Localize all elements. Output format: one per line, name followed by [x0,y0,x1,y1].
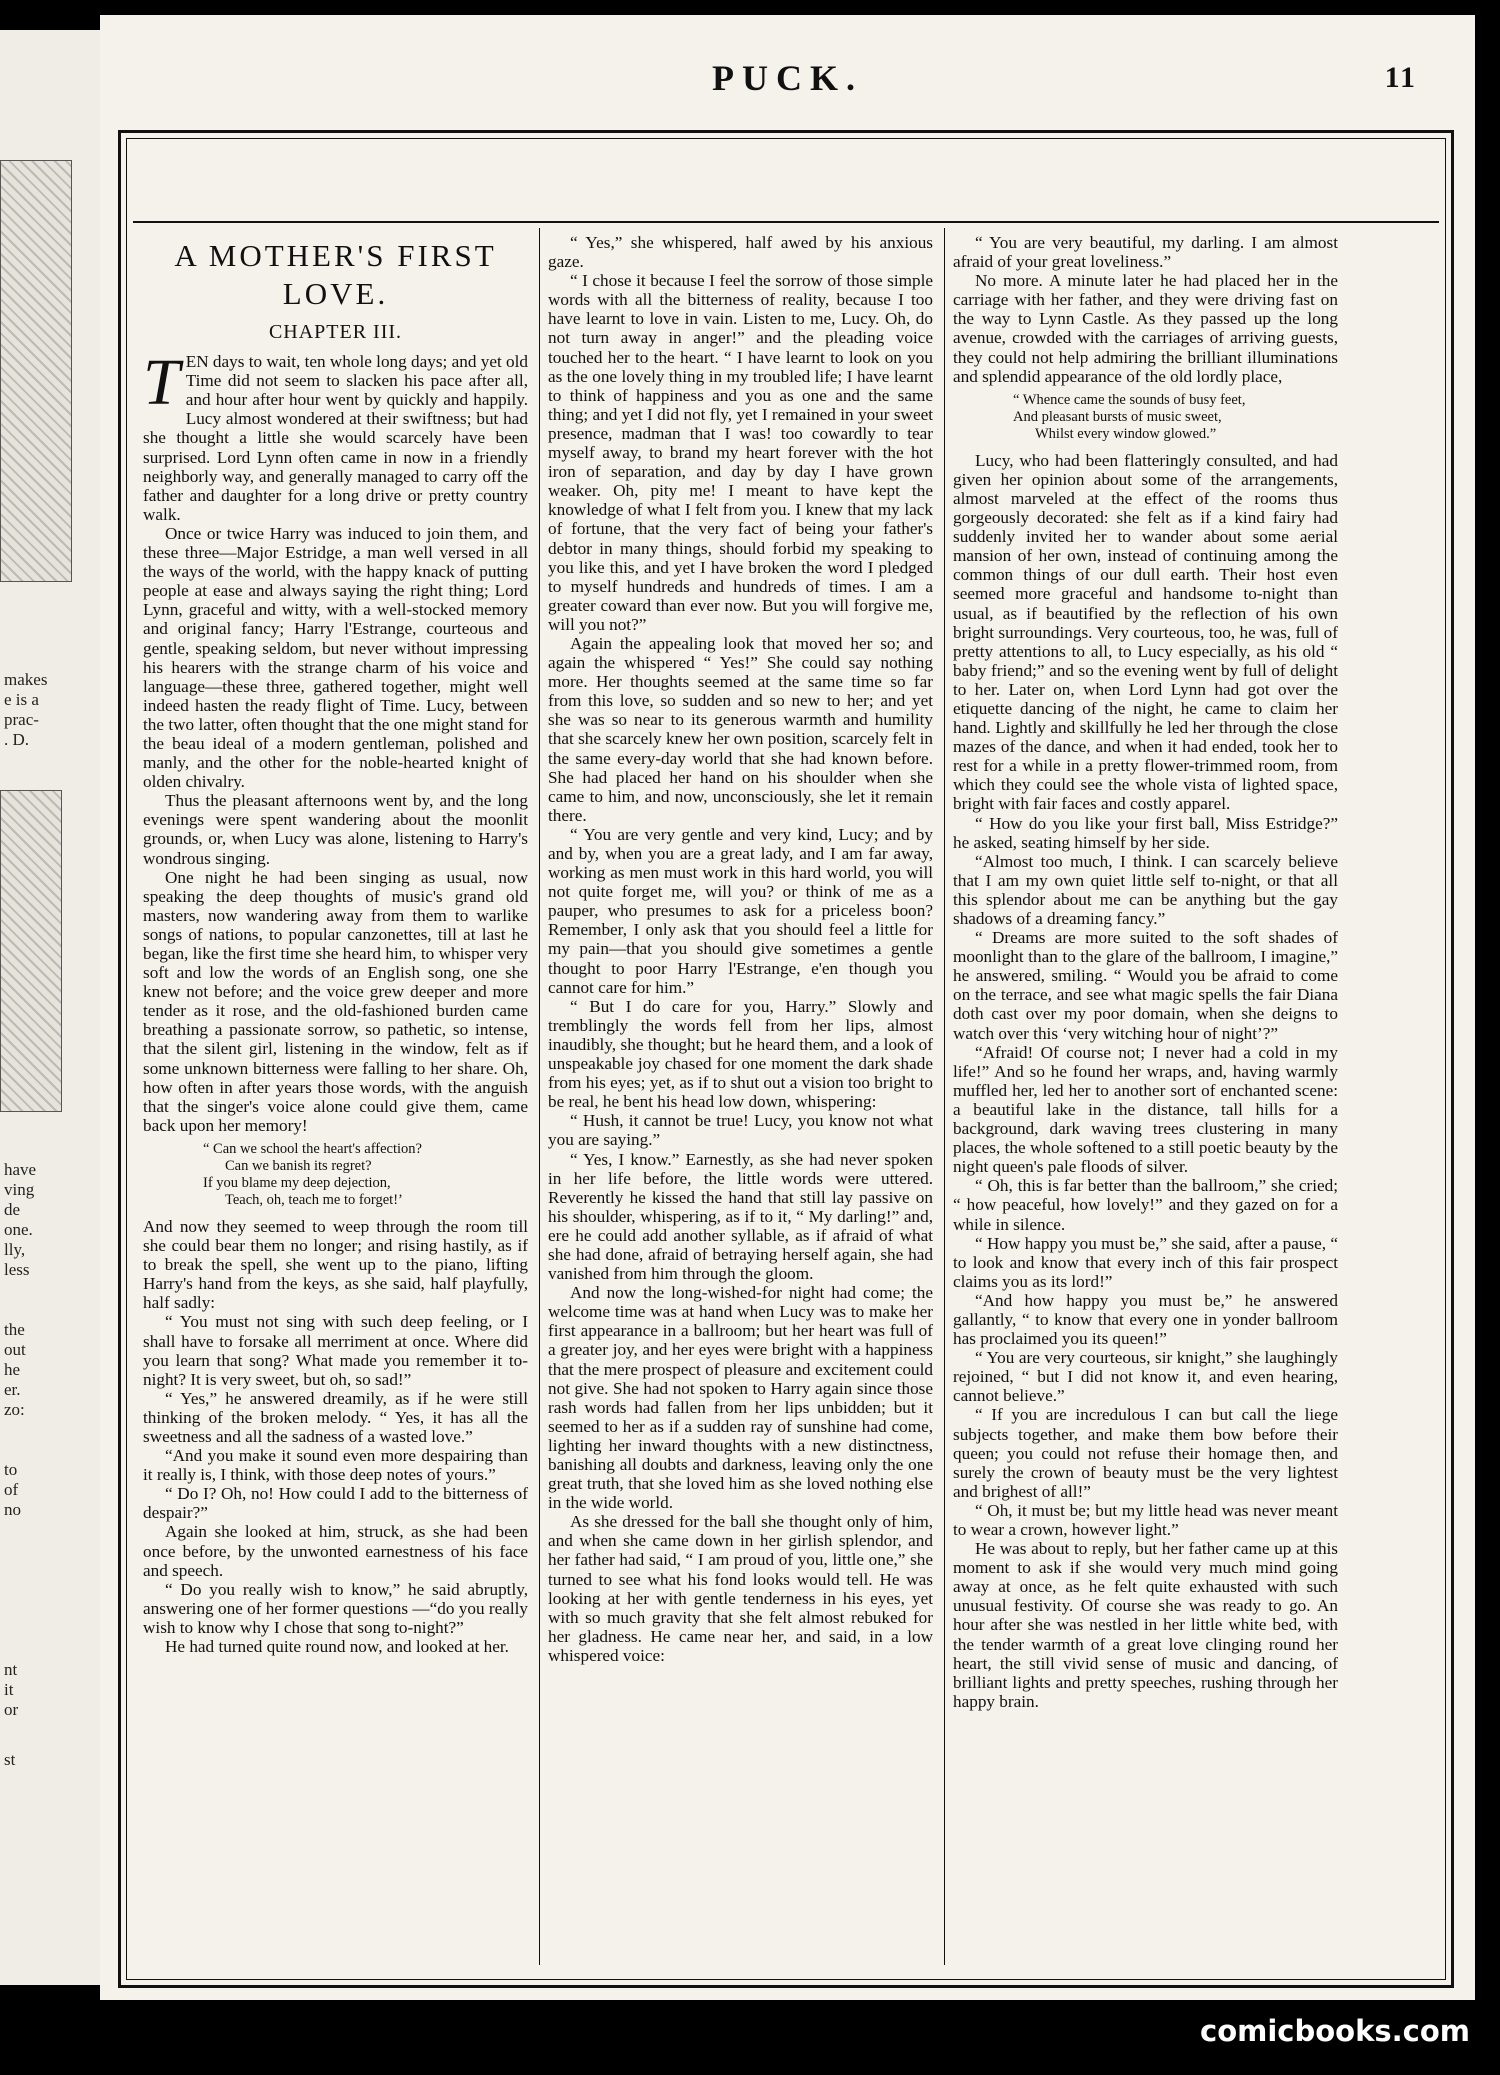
paragraph: Again she looked at him, struck, as she had been once before, by the unwonted earnestness of his face and speech. [143,1522,528,1580]
article-title: A MOTHER'S FIRST LOVE. [174,238,497,311]
verse-line: And pleasant bursts of music sweet, [1013,408,1222,425]
adjacent-illustration [0,160,72,582]
column-rule [944,228,945,1965]
strip-fragment: er. [4,1380,21,1399]
paragraph: “ I chose it because I feel the sorrow of those simple words with all the bitterness of reality, because I too have learnt to love in vain. Listen to me, Lucy. Oh, do not turn away in anger!” and the pleading voice touched her to the heart. “ I have learnt to look on you as the one lovely thing in my troubled life; I have learnt to think of happiness and you as one and the same thing; and yet I did not fly, yet I remained in your sweet presence, madman that I was! too cowardly to tear myself away, to brand my heart forever with the hot iron of separation, and day by day I have grown weaker. Oh, pity me! I meant to have kept the knowledge of what I felt from you. I knew that my lack of fortune, that the very fact of being your father's debtor in many things, should forbid my speaking to you like this, and yet I have broken the word I pledged to myself hundreds and hundreds of times. I am a greater coward than ever now. But you will forgive me, will you not?” [548,271,933,634]
strip-fragment: have [4,1160,37,1179]
adjacent-page-strip [0,30,110,1985]
poem-quote [953,392,1338,443]
paragraph: EN days to wait, ten whole long days; and yet old Time did not seem to slacken his pace after all, and hour after hour went by quickly and happily. Lucy almost wondered at their swiftness; but had she thought a little she would scarcely have been surprised. Lord Lynn often came in now in a friendly neighborly way, and generally managed to carry off the father and daughter for a long drive or pretty country walk. [143,352,528,524]
masthead: PUCK. [712,58,863,98]
paragraph: “ You must not sing with such deep feeling, or I shall have to forsake all merriment at once. Where did you learn that song? What made you remember it to-night? It is very sweet, but oh, so sad!” [143,1312,528,1389]
verse-line: “ Whence came the sounds of busy feet, [1013,391,1246,408]
magazine-page [100,15,1475,2000]
paragraph: “ How happy you must be,” she said, after a pause, “ to look and know that every inch of this fair prospect claims you as its lord!” [953,1233,1338,1291]
strip-fragment: . D. [4,730,30,749]
paragraph: “Almost too much, I think. I can scarcely believe that I am my own quiet little self to-night, or that all this splendor about me can be anything but the gay shadows of a dreaming fancy.” [953,851,1338,928]
column-2 [548,233,933,1665]
paragraph: “ Hush, it cannot be true! Lucy, you know not what you are saying.” [548,1111,933,1150]
paragraph: “ Oh, it must be; but my little head was never meant to wear a crown, however light.” [953,1500,1338,1539]
paragraph: “ Do you really wish to know,” he said abruptly, answering one of her former questions —“do you really wish to know why I chose that song to-night?” [143,1579,528,1637]
page-number: 11 [1384,61,1417,94]
strip-fragment: of [4,1480,19,1499]
paragraph: “ Oh, this is far better than the ballroom,” she cried; “ how peaceful, how lovely!” and they gazed on for a while in silence. [953,1176,1338,1234]
paragraph: And now they seemed to weep through the room till she could bear them no longer; and rising hastily, as if to break the spell, she went up to the piano, lifting Harry's hand from the keys, as she said, half playfully, half sadly: [143,1216,528,1313]
paragraph: “ Dreams are more suited to the soft shades of moonlight than to the glare of the ballroom, I imagine,” he answered, smiling. “ Would you be afraid to come on the terrace, and see what magic spells the fair Diana doth cast over my poor domain, when she deigns to watch over this ‘very witching hour of night’?” [953,928,1338,1043]
strip-fragment: makes [4,670,48,689]
strip-fragment: prac- [4,710,39,729]
verse-line: If you blame my deep dejection, [203,1174,391,1191]
strip-fragment: st [4,1750,16,1769]
paragraph: And now the long-wished-for night had come; the welcome time was at hand when Lucy was to make her first appearance in a ballroom; but her heart was full of a greater joy, and her eyes were bright with a happiness that the mere prospect of pleasure and excitement could not give. She had not spoken to Harry again since those rash words had fallen from her lips unbidden; but it seemed to her as if a sudden ray of sunshine had come, lighting her inward thoughts with a new distinctness, banishing all doubts and darkness, leaving only the one great truth, that she loved him as she loved nothing else in the wide world. [548,1283,933,1513]
verse-line: Teach, oh, teach me to forget!’ [225,1191,403,1208]
paragraph: Again the appealing look that moved her so; and again the whispered “ Yes!” She could say nothing more. Her thoughts seemed at the same time so far from this love, so sudden and so new to her; and yet she was so near to its generous warmth and humility that she scarcely knew her own position, scarcely felt in the same every-day world that she had known before. She had placed her hand on his shoulder when she came to him, and now, unconsciously, she let it remain there. [548,633,933,825]
strip-fragment: or [4,1700,19,1719]
paragraph: “ But I do care for you, Harry.” Slowly and tremblingly the words fell from her lips, almost inaudibly, she thought; but he heard them, and a look of unspeakable joy chased for one moment the dark shade from his eyes; yet, as if to shut out a vision too bright to be real, he bent his head low down, whispering: [548,996,933,1112]
paragraph: “ Yes,” he answered dreamily, as if he were still thinking of the broken melody. “ Yes, it has all the sweetness and all the sadness of a wasted love.” [143,1388,528,1446]
verse-line: Whilst every window glowed.” [1035,425,1217,442]
paragraph: Thus the pleasant afternoons went by, and the long evenings were spent wandering about the moonlit grounds, or, when Lucy was alone, listening to Harry's wondrous singing. [143,791,528,868]
paragraph: “ If you are incredulous I can but call the liege subjects together, and make them bow before their queen; you could not refuse their homage then, and surely the crown of beauty must be the very lightest and brighest of all!” [953,1405,1338,1501]
paragraph: He was about to reply, but her father came up at this moment to ask if she would very much mind going away at once, as he felt quite exhausted with such unusual festivity. Of course she was ready to go. An hour after she was nestled in her little white bed, with the tender warmth of a great love clinging round her heart, the still vivid sense of music and dancing, of brilliant lights and pretty speeches, rushing through her happy brain. [953,1539,1338,1711]
verse-line: Can we banish its regret? [225,1157,372,1174]
header-rule [133,221,1439,223]
paragraph: No more. A minute later he had placed her in the carriage with her father, and they were driving fast on the way to Lynn Castle. As they passed up the long avenue, crowded with the carriages of arriving guests, they could not help admiring the brilliant illuminations and splendid appearance of the old lordly place, [953,271,1338,386]
paragraph: “ You are very courteous, sir knight,” she laughingly rejoined, “ but I did not know it, and even hearing, cannot believe.” [953,1348,1338,1406]
strip-fragment: the [4,1320,25,1339]
site-watermark: comicbooks.com [1200,2014,1470,2048]
paragraph: Once or twice Harry was induced to join them, and these three—Major Estridge, a man well versed in all the ways of the world, with the happy knack of putting people at ease and always saying the right thing; Lord Lynn, graceful and witty, with a well-stocked memory and original fancy; Harry l'Estrange, courteous and gentle, speaking seldom, but never without impressing his hearers with the strange charm of his voice and language—these three, gathered together, might well indeed hasten the ready flight of Time. Lucy, between the two latter, often thought that the one might stand for the beau ideal of a modern gentleman, polished and manly, and the other for the noble-hearted knight of olden chivalry. [143,523,528,792]
paragraph: “ Do I? Oh, no! How could I add to the bitterness of despair?” [143,1484,528,1523]
paragraph: He had turned quite round now, and looked at her. [165,1637,509,1656]
paragraph: “ Yes,” she whispered, half awed by his anxious gaze. [548,233,933,272]
drop-cap: T [143,346,180,420]
column-1 [143,233,528,1656]
page-frame [118,130,1454,1988]
paragraph: “And how happy you must be,” he answered gallantly, “ to know that every one in yonder ballroom has proclaimed you its queen!” [953,1290,1338,1349]
column-rule [539,228,540,1965]
strip-fragment: e is a [4,690,39,709]
paragraph: “ You are very beautiful, my darling. I am almost afraid of your great loveliness.” [953,233,1338,272]
song-verse [143,1141,528,1209]
paragraph: “Afraid! Of course not; I never had a cold in my life!” And so he found her wraps, and, having warmly muffled her, led her to another sort of enchanted scene: a beautiful lake in the distance, tall hills for a background, dark waving trees clustering in many places, the whole softened to a still poetic beauty by the night queen's pale floods of silver. [953,1042,1338,1177]
paragraph: As she dressed for the ball she thought only of him, and when she came down in her girlish splendor, and her father had said, “ I am proud of you, little one,” she turned to see what his fond looks would tell. He was looking at her with gentle tenderness in his eyes, yet with so much gravity that she felt almost rebuked for her gladness. He came near her, and said, in a low whispered voice: [548,1512,933,1665]
paragraph: One night he had been singing as usual, now speaking the deep thoughts of music's grand old masters, now wandering away from them to warlike songs of nations, to popular canzonettes, till at last he began, like the first time she heard him, to whisper very soft and low the words of an English song, one she knew not before; and the voice grew deeper and more tender as it rose, and the old-fashioned burden came breathing a passionate sorrow, so pathetic, so intense, that the silent girl, listening in the window, felt as if some unknown bitterness were falling to her share. Oh, how often in after years those words, with the anguish that the singer's voice alone could give them, came back upon her memory! [143,867,528,1135]
adjacent-illustration [0,790,62,1112]
paragraph: “ Yes, I know.” Earnestly, as she had never spoken in her life before, the little words were uttered. Reverently he kissed the hand that still lay passive on his shoulder, whispering, as if to it, “ My darling!” and, ere he could add another syllable, as if afraid of what she had done, afraid of betraying herself again, she had vanished from him through the gloom. [548,1149,933,1284]
strip-fragment: one. [4,1220,33,1239]
strip-fragment: de [4,1200,21,1219]
verse-line: “ Can we school the heart's affection? [203,1140,422,1157]
strip-fragment: it [4,1680,14,1699]
column-3 [953,233,1338,1711]
strip-fragment: to [4,1460,18,1479]
strip-fragment: less [4,1260,30,1279]
paragraph: “ How do you like your first ball, Miss Estridge?” he asked, seating himself by her side. [953,813,1338,852]
strip-fragment: zo: [4,1400,25,1419]
strip-fragment: no [4,1500,21,1519]
paragraph: “And you make it sound even more despairing than it really is, I think, with those deep notes of yours.” [143,1446,528,1485]
strip-fragment: he [4,1360,21,1379]
strip-fragment: ving [4,1180,35,1199]
paragraph: Lucy, who had been flatteringly consulted, and had given her opinion about some of the arrangements, almost marveled at the effect of the rooms thus gorgeously decorated: she felt as if a kind fairy had suddenly invited her to wander about some aerial mansion of her own, instead of continuing among the common things of our dull earth. Their host even seemed more graceful and handsome to-night than usual, as if beautified by the reflection of his own bright surroundings. Very courteous, too, he was, full of pretty attentions to all, to Lucy especially, as his old “ baby friend;” and so the evening went by full of delight to her. Later on, when Lord Lynn had got over the etiquette dancing of the night, he came to claim her hand. Lightly and skillfully he led her through the close mazes of the dance, and when it had ended, took her to rest for a while in a pretty flower-trimmed room, from which they could see the whole vista of lighted space, bright with fair faces and costly apparel. [953,450,1338,814]
strip-fragment: lly, [4,1240,26,1259]
paragraph: “ You are very gentle and very kind, Lucy; and by and by, when you are a great lady, and I am far away, working as men must work in this hard world, you will not quite forget me, will you? or think of me as a pauper, who presumes to ask for a priceless boon? Remember, I only ask that you should feel a little for my pain—that you should give sometimes a gentle thought to poor Harry l'Estrange, e'en though you cannot care for him.” [548,824,933,997]
chapter-heading: CHAPTER III. [268,321,403,343]
strip-fragment: out [4,1340,26,1359]
strip-fragment: nt [4,1660,18,1679]
